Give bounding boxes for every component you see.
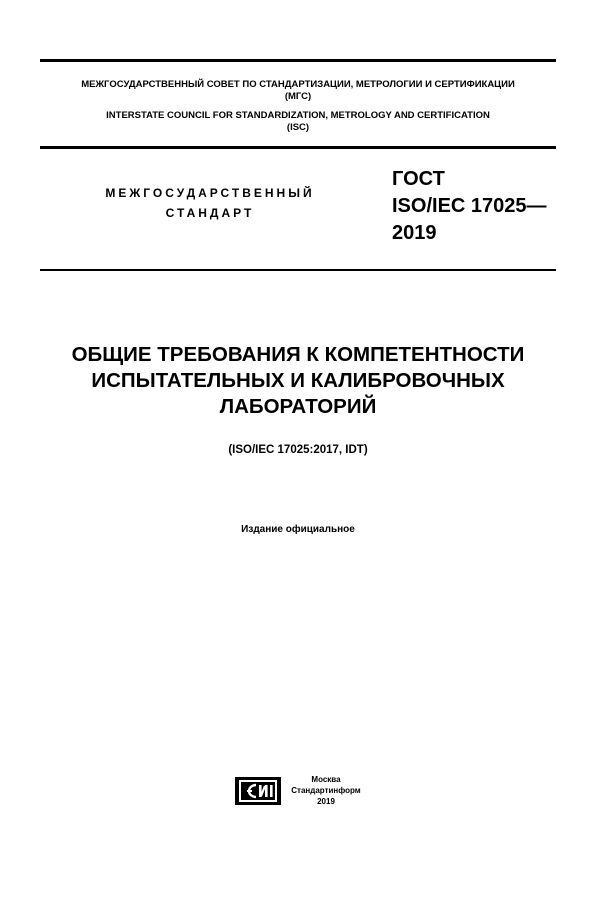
publisher-logo-icon: [235, 777, 281, 805]
standard-kind-line1: МЕЖГОСУДАРСТВЕННЫЙ: [105, 186, 315, 200]
international-reference: (ISO/IEC 17025:2017, IDT): [228, 444, 368, 456]
designation-line3: 2019: [392, 222, 437, 244]
document-title: [40, 342, 556, 420]
publisher-imprint: [282, 774, 370, 807]
council-abbr-en: (ISC): [286, 122, 310, 133]
council-abbr-ru: (МГС): [284, 91, 312, 102]
edition-note: Издание официальное: [241, 524, 355, 535]
header-rule: [40, 269, 556, 271]
title-line3: ЛАБОРАТОРИЙ: [219, 395, 377, 418]
council-name-ru-line1: МЕЖГОСУДАРСТВЕННЫЙ СОВЕТ ПО СТАНДАРТИЗАЦИИ, МЕТРОЛОГИИ И СЕРТИФИКАЦИИ: [81, 79, 515, 90]
title-line1: ОБЩИЕ ТРЕБОВАНИЯ К КОМПЕТЕНТНОСТИ: [71, 343, 525, 366]
council-name-en: [40, 110, 556, 134]
standard-designation: [392, 166, 547, 247]
standard-kind: [60, 183, 360, 223]
council-name-en-line1: INTERSTATE COUNCIL FOR STANDARDIZATION, METROLOGY AND CERTIFICATION: [106, 110, 490, 121]
designation-line1: ГОСТ: [392, 168, 445, 190]
publisher-name: Стандартинформ: [291, 786, 361, 795]
publisher-year: 2019: [317, 797, 335, 806]
designation-line2: ISO/IEC 17025—: [392, 195, 547, 217]
council-name-ru: [40, 79, 556, 103]
council-rule: [40, 146, 556, 149]
standard-kind-line2: СТАНДАРТ: [165, 206, 255, 220]
top-rule: [40, 59, 556, 62]
title-line2: ИСПЫТАТЕЛЬНЫХ И КАЛИБРОВОЧНЫХ: [91, 369, 505, 392]
publisher-city: Москва: [311, 775, 341, 784]
